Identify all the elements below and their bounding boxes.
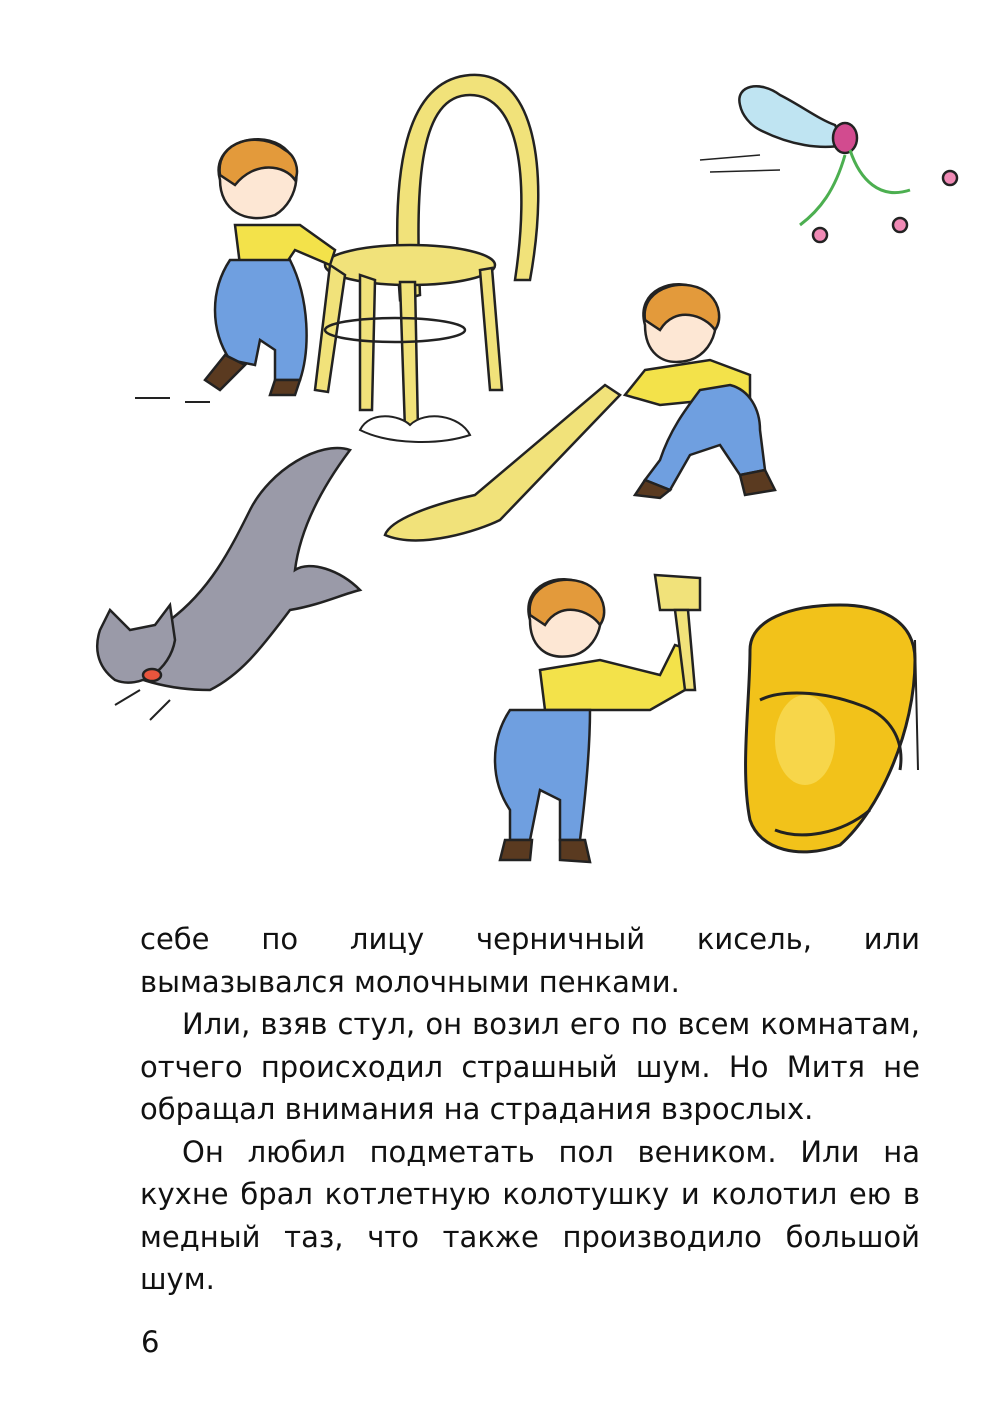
paragraph-3: Он любил подметать пол веником. Или на кухне брал котлетную колотушку и колотил ею в медный таз, что также производило большой шум. — [140, 1134, 920, 1296]
paragraph-2: Или, взяв стул, он возил его по всем комнатам, отчего происходил страшный шум. Но Митя не обращал внимания на страдания взрослых. — [140, 1007, 920, 1126]
boy-pushing-chair — [205, 139, 335, 395]
cat-running — [97, 448, 360, 720]
vase-with-flowers — [700, 86, 957, 242]
page-number: 6 — [141, 1325, 160, 1359]
boy-sweeping-with-broom — [385, 284, 775, 540]
paragraph-1: себе по лицу черничный кисель, или вымазывался молочными пенками. — [140, 922, 920, 999]
page-illustration — [60, 50, 960, 900]
broom — [385, 385, 620, 540]
chair — [315, 75, 538, 430]
boy-with-mallet — [495, 575, 700, 862]
dust-cloud — [360, 416, 470, 442]
mallet — [655, 575, 700, 610]
copper-basin — [746, 605, 915, 852]
story-text — [140, 918, 920, 1301]
